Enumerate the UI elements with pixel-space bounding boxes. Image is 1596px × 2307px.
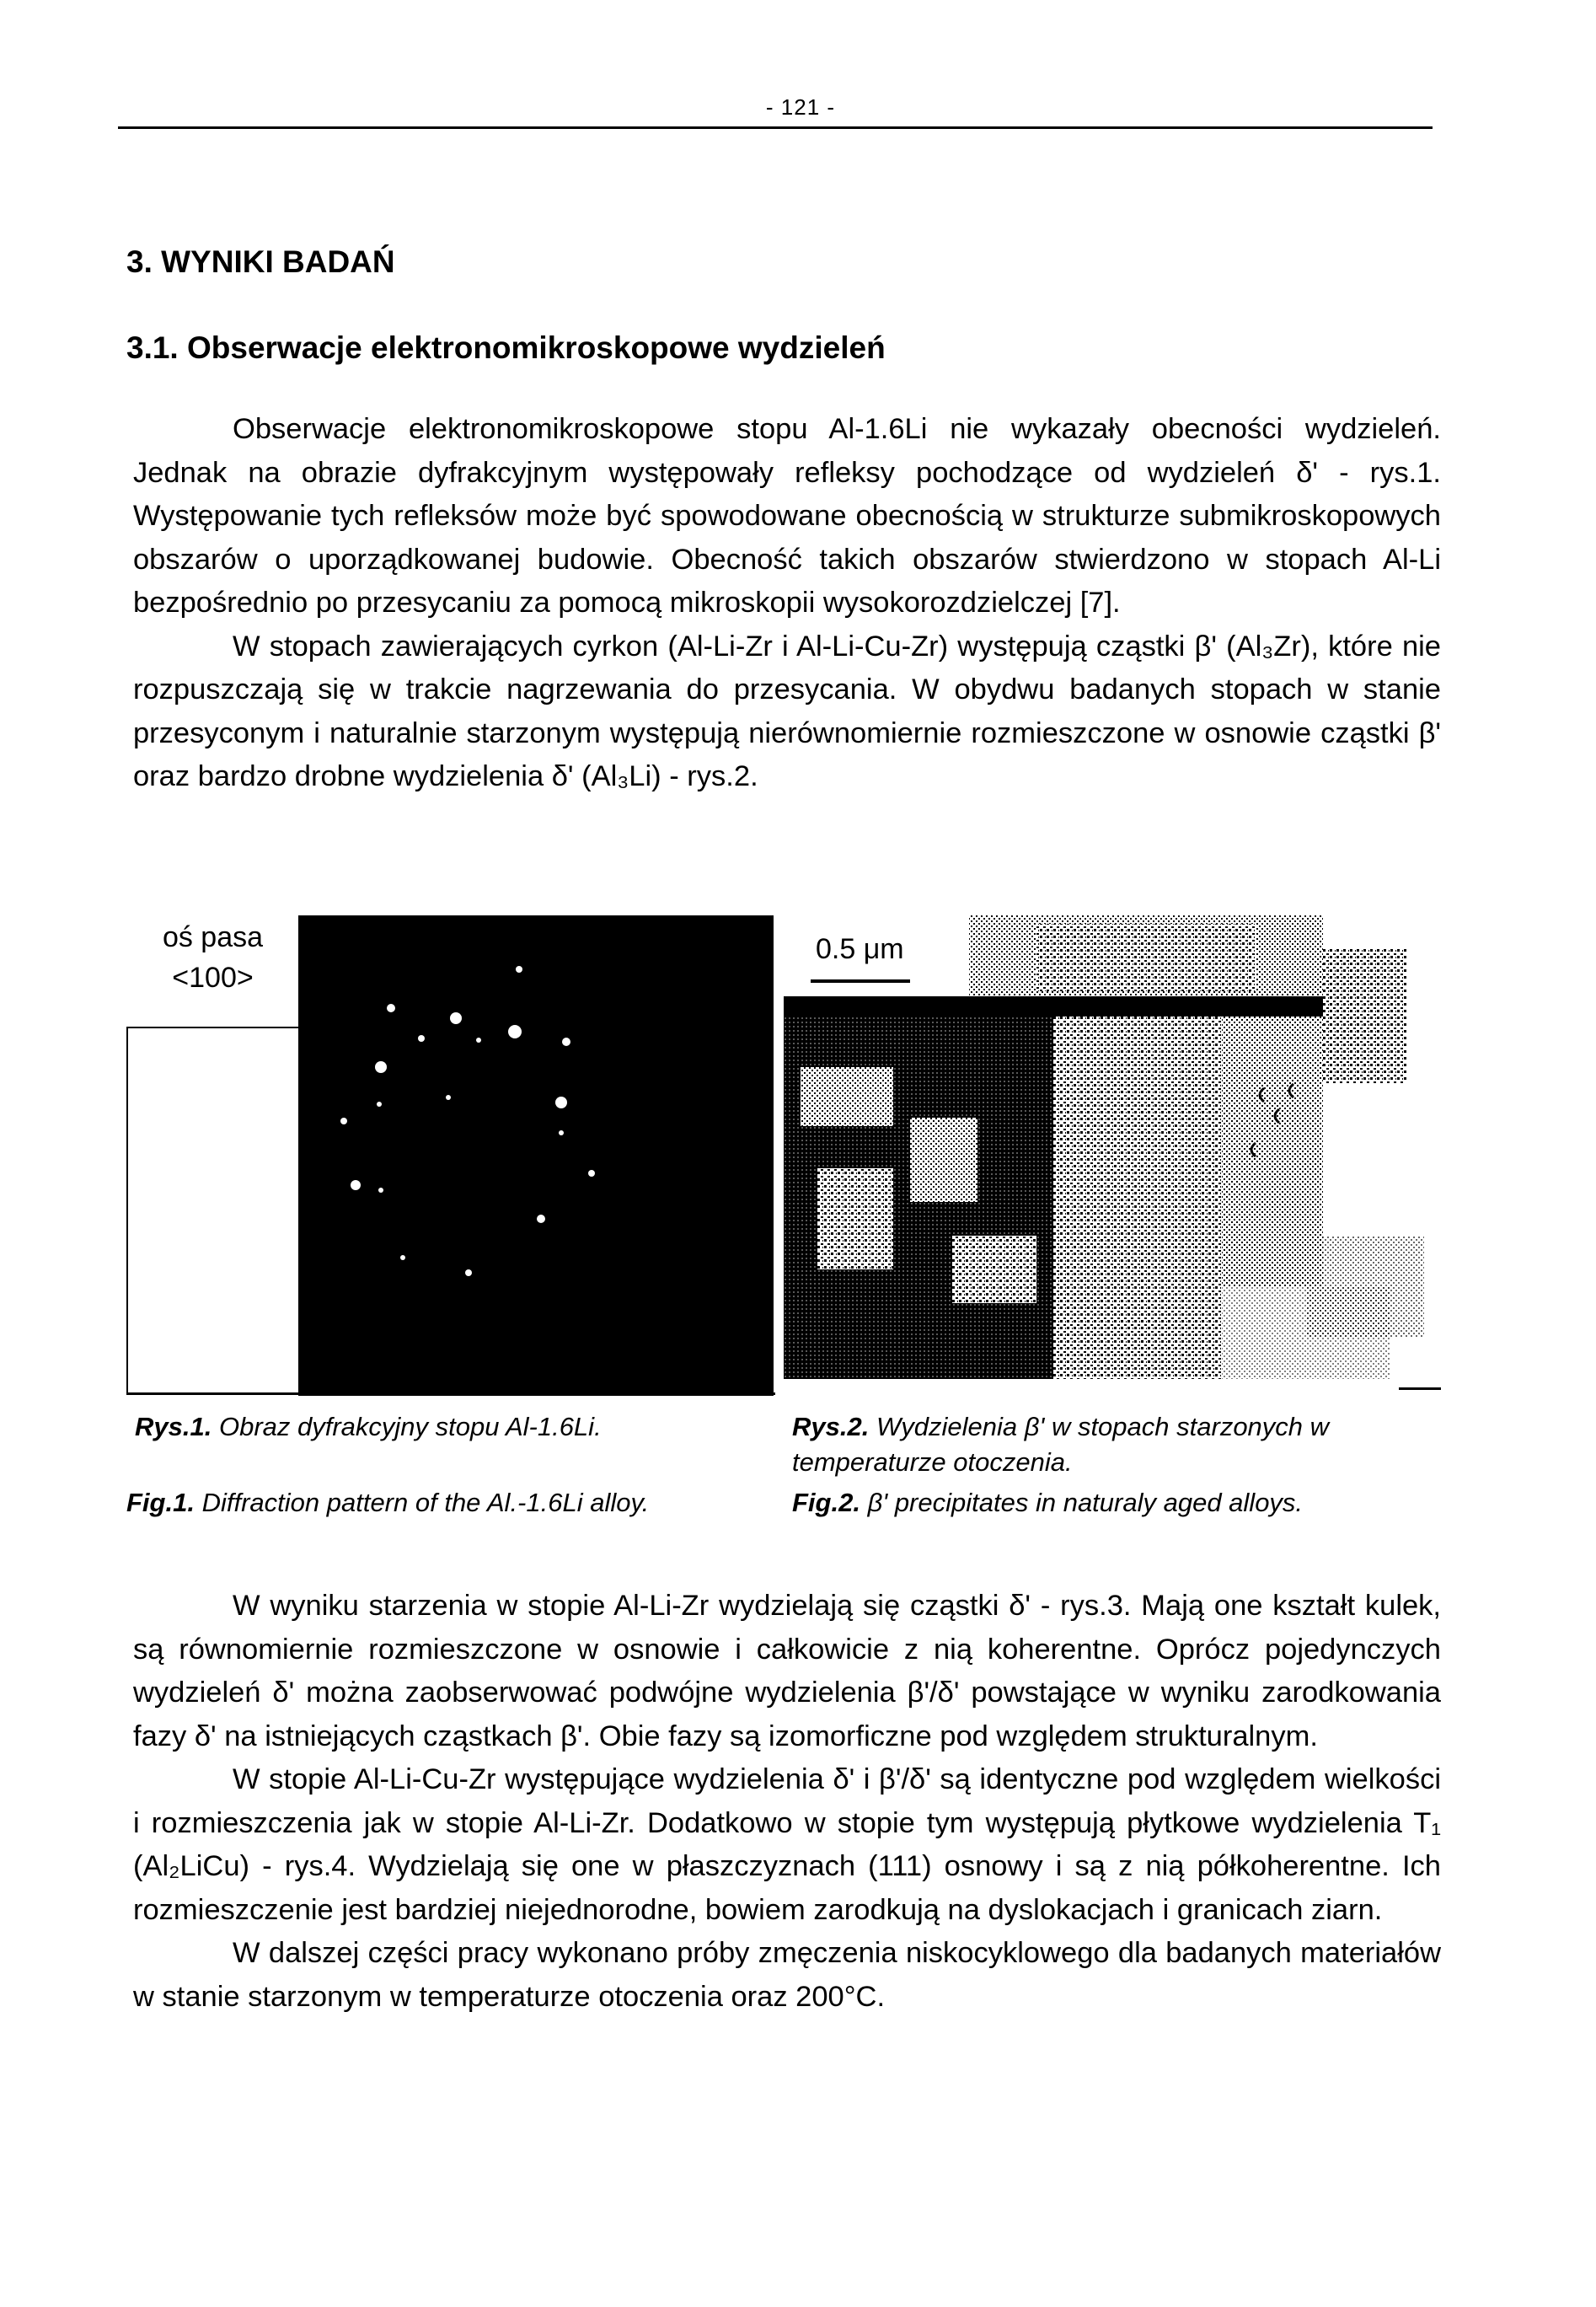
diffraction-spot: [562, 1038, 570, 1046]
paragraph: W wyniku starzenia w stopie Al-Li-Zr wydzielają się cząstki δ' - rys.3. Mają one kształt kulek, są równomiernie rozmieszczone w osnowie i całkowicie z nią koherentne. Oprócz pojedynczych wydzieleń δ' można zaobserwować podwójne wydzielenia β'/δ' powstające w wyniku zarodkowania fazy δ' na istniejących cząstkach β'. Obie fazy są izomorficzne pod względem strukturalnym.: [133, 1590, 1441, 1752]
zone-axis-label-line1: oś pasa: [162, 921, 264, 953]
figure1-caption-en: [126, 1485, 649, 1521]
diffraction-spot: [508, 1025, 522, 1038]
diffraction-spot: [465, 1269, 472, 1276]
subsection-heading: 3.1. Obserwacje elektronomikroskopowe wydzieleń: [126, 330, 886, 365]
diffraction-spots: [300, 917, 772, 1396]
micrograph-image: [784, 915, 1441, 1394]
diffraction-spot: [351, 1180, 361, 1190]
diffraction-spot: [555, 1097, 567, 1108]
zone-axis-label-line2: <100>: [172, 962, 254, 994]
figure1-caption-en-text: Diffraction pattern of the Al.-1.6Li alloy.: [201, 1488, 650, 1517]
section-heading: 3. WYNIKI BADAŃ: [126, 244, 395, 279]
figure2-caption-en-label: Fig.2.: [792, 1488, 860, 1517]
figure1-frame-bottom: [126, 1392, 775, 1395]
diffraction-pattern-image: [298, 915, 774, 1396]
diffraction-spot: [476, 1038, 481, 1043]
paragraph: W stopach zawierających cyrkon (Al-Li-Zr i Al-Li-Cu-Zr) występują cząstki β' (Al₃Zr), które nie rozpuszczają się w trakcie nagrzewania do przesycania. W obydwu badanych stopach w stanie przesyconym i naturalnie starzonym występują nierównomiernie rozmieszczone w osnowie cząstki β' oraz bardzo drobne wydzielenia δ' (Al₃Li) - rys.2.: [133, 630, 1441, 792]
diffraction-spot: [378, 1188, 383, 1193]
diffraction-spot: [446, 1095, 451, 1100]
micrograph-texture: [784, 915, 1441, 1394]
figure2-caption-pl-label: Rys.2.: [792, 1412, 870, 1441]
figure1-caption-en-label: Fig.1.: [126, 1488, 195, 1517]
diffraction-spot: [588, 1170, 595, 1177]
paragraph: W stopie Al-Li-Cu-Zr występujące wydzielenia δ' i β'/δ' są identyczne pod względem wielkości i rozmieszczenia jak w stopie Al-Li-Zr. Dodatkowo w stopie tym występują płytkowe wydzielenia T₁ (Al₂LiCu) - rys.4. Wydzielają się one w płaszczyznach (111) osnowy i są z nią półkoherentne. Ich rozmieszczenie jest bardziej niejednorodne, bowiem zarodkują na dyslokacjach i granicach ziarn.: [133, 1763, 1441, 1926]
diffraction-spot: [450, 1012, 462, 1024]
figure2-caption-en: [792, 1485, 1303, 1521]
figure1-caption-pl-label: Rys.1.: [135, 1412, 212, 1441]
body-text-top: [133, 408, 1441, 799]
figure2-caption-pl: [792, 1409, 1449, 1480]
diffraction-spot: [340, 1118, 347, 1124]
diffraction-spot: [516, 966, 522, 973]
diffraction-spot: [537, 1215, 545, 1223]
body-text-bottom: [133, 1585, 1441, 2019]
diffraction-spot: [375, 1061, 387, 1073]
diffraction-spot: [377, 1102, 382, 1107]
figure1-frame-left: [126, 1027, 128, 1394]
scale-bar-label: 0.5 μm: [809, 929, 911, 969]
diffraction-spot: [400, 1255, 405, 1260]
diffraction-spot: [387, 1004, 395, 1012]
scale-bar: [811, 979, 910, 983]
page-number: - 121 -: [765, 94, 836, 120]
diffraction-spot: [559, 1130, 564, 1135]
paragraph: W dalszej części pracy wykonano próby zmęczenia niskocyklowego dla badanych materiałów w stanie starzonym w temperaturze otoczenia oraz 200°C.: [133, 1937, 1441, 2013]
zone-axis-label: [126, 917, 299, 1028]
diffraction-spot: [418, 1035, 425, 1042]
figure2-caption-pl-text: Wydzielenia β' w stopach starzonych w temperaturze otoczenia.: [792, 1412, 1330, 1477]
figure1-caption-pl-text: Obraz dyfrakcyjny stopu Al-1.6Li.: [218, 1412, 602, 1441]
figure1-caption-pl: [135, 1409, 602, 1445]
header-rule: [118, 126, 1433, 129]
figure2-caption-en-text: β' precipitates in naturaly aged alloys.: [867, 1488, 1304, 1517]
paragraph: Obserwacje elektronomikroskopowe stopu Al-1.6Li nie wykazały obecności wydzieleń. Jednak na obrazie dyfrakcyjnym występowały refleksy pochodzące od wydzieleń δ' - rys.1. Występowanie tych refleksów może być spowodowane obecnością w strukturze submikroskopowych obszarów o uporządkowanej budowie. Obecność takich obszarów stwierdzono w stopach Al-Li bezpośrednio po przesycaniu za pomocą mikroskopii wysokorozdzielczej [7].: [133, 413, 1441, 619]
